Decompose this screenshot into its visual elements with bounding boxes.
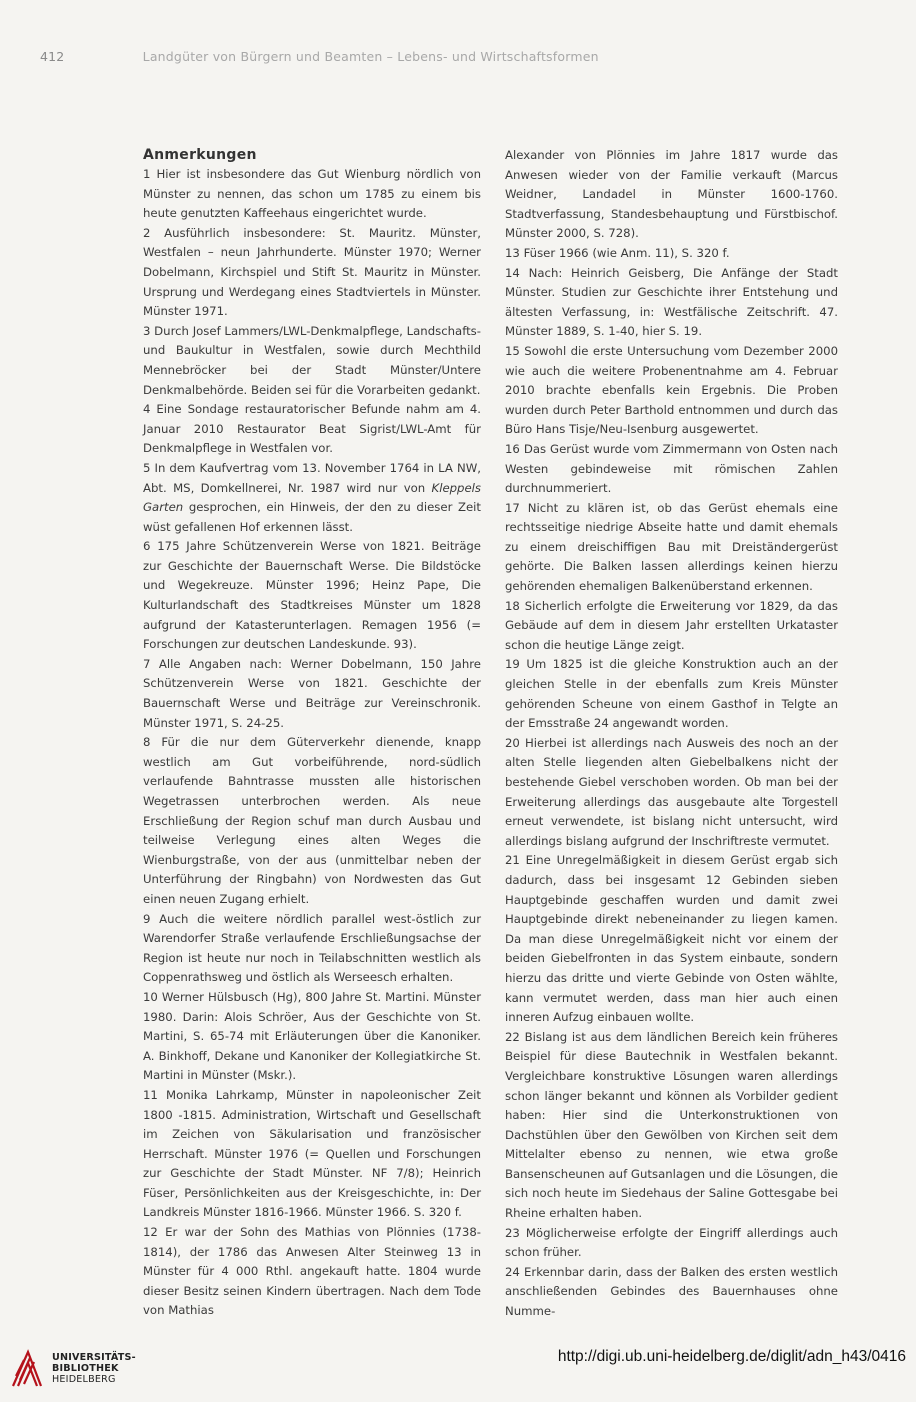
- page-footer: [0, 1338, 916, 1402]
- footnote: 7 Alle Angaben nach: Werner Dobelmann, 150 Jahre Schützenverein Werse von 1821. Geschichte der Bauernschaft Werse und Beiträge zur Vereinschronik. Münster 1971, S. 24-25.: [143, 656, 481, 730]
- footnote: 21 Eine Unregelmäßigkeit in diesem Gerüst ergab sich dadurch, dass bei insgesamt 12 Gebinden sieben Hauptgebinde geschaffen wurden und damit zwei Hauptgebinde direkt nebeneinander zu liegen kamen. Da man diese Unregelmäßigkeit nicht vor einem der beiden Giebelfronten in das System einbaute, sondern hierzu das dritte und vierte Gebinde von Osten wählte, kann vermutet werden, dass man hier auch einen inneren Aufzug einbauen wollte.: [505, 853, 838, 1025]
- footnote: Alexander von Plönnies im Jahre 1817 wurde das Anwesen wieder von der Familie verkauft (Marcus Weidner, Landadel in Münster 1600-1760. Stadtverfassung, Standesbehauptung und Fürstbischof. Münster 2000, S. 728).: [505, 148, 838, 241]
- notes-list-right: [505, 146, 838, 1322]
- footnote: 18 Sicherlich erfolgte die Erweiterung vor 1829, da das Gebäude auf dem in diesem Jahr erstellten Urkataster schon die heutige Länge zeigt.: [505, 598, 838, 652]
- footnote: 13 Füser 1966 (wie Anm. 11), S. 320 f.: [505, 245, 730, 260]
- footnote: 2 Ausführlich insbesondere: St. Mauritz. Münster, Westfalen – neun Jahrhunderte. Münster 1970; Werner Dobelmann, Kirchspiel und Stift St. Mauritz in Münster. Ursprung und Werdegang eines Stadtviertels in Münster. Münster 1971.: [143, 225, 481, 319]
- footnote: 10 Werner Hülsbusch (Hg), 800 Jahre St. Martini. Münster 1980. Darin: Alois Schröer, Aus der Geschichte von St. Martini, S. 65-74 mit Erläuterungen über die Kanoniker. A. Binkhoff, Dekane und Kanoniker der Kollegiatkirche St. Martini in Münster (Mskr.).: [143, 989, 481, 1083]
- library-name-line: UNIVERSITÄTS-: [52, 1352, 136, 1363]
- footnote: 5 In dem Kaufvertrag vom 13. November 1764 in LA NW, Abt. MS, Domkellnerei, Nr. 1987 wird nur von Kleppels Garten gesprochen, ein Hinweis, der den zu dieser Zeit wüst gefallenen Hof erkennen lässt.: [143, 460, 481, 534]
- running-title: Landgüter von Bürgern und Beamten – Lebens- und Wirtschaftsformen: [142, 49, 599, 64]
- notes-column-left: [143, 145, 481, 1321]
- footnote: 6 175 Jahre Schützenverein Werse von 1821. Beiträge zur Geschichte der Bauernschaft Werse. Die Bildstöcke und Wegekreuze. Münster 1996; Heinz Pape, Die Kulturlandschaft des Stadtkreises Münster um 1828 aufgrund der Katasterunterlagen. Remagen 1956 (= Forschungen zur deutschen Landeskunde. 93).: [143, 539, 481, 652]
- permalink-url[interactable]: http://digi.ub.uni-heidelberg.de/diglit/adn_h43/0416: [557, 1348, 906, 1365]
- library-name-line: HEIDELBERG: [52, 1374, 116, 1385]
- footnote: 8 Für die nur dem Güterverkehr dienende, knapp westlich am Gut vorbeiführende, nord-südlich verlaufende Bahntrasse mussten alle historischen Wegetrassen unterbrochen werden. Als neue Erschließung der Region schuf man durch Ausbau und teilweise Verlegung eines alten Weges die Wienburgstraße, von der aus (unmittelbar neben der Unterführung der Ringbahn) von Nordwesten das Gut einen neuen Zugang erhielt.: [143, 735, 481, 906]
- page-number: 412: [40, 49, 65, 64]
- footnote: 14 Nach: Heinrich Geisberg, Die Anfänge der Stadt Münster. Studien zur Geschichte ihrer Entstehung und ältesten Verfassung, in: Westfälische Zeitschrift. 47. Münster 1889, S. 1-40, hier S. 19.: [505, 265, 838, 339]
- footnote: 12 Er war der Sohn des Mathias von Plönnies (1738-1814), der 1786 das Anwesen Alter Steinweg 13 in Münster für 4 000 Rthl. angekauft hatte. 1804 wurde dieser Besitz seinen Kindern übertragen. Nach dem Tode von Mathias: [143, 1225, 481, 1318]
- footnote: 20 Hierbei ist allerdings nach Ausweis des noch an der alten Stelle liegenden alten Giebelbalkens nicht der bestehende Giebel verschoben worden. Ob man bei der Erweiterung allerdings das ausgebaute alte Torgestell erneut verwendete, ist bislang nicht untersucht, wird allerdings bislang aufgrund der Inschriftreste vermutet.: [505, 735, 838, 848]
- notes-list-left: [143, 165, 481, 1321]
- footnote: 15 Sowohl die erste Untersuchung vom Dezember 2000 wie auch die weitere Probenentnahme am 4. Februar 2010 brachte ebenfalls kein Ergebnis. Die Proben wurden durch Peter Barthold entnommen und durch das Büro Hans Tisje/Neu-Isenburg ausgewertet.: [505, 343, 838, 437]
- library-name-line: BIBLIOTHEK: [52, 1363, 119, 1374]
- footnote: 3 Durch Josef Lammers/LWL-Denkmalpflege, Landschafts- und Baukultur in Westfalen, sowie durch Mechthild Mennebröcker bei der Stadt Münster/Untere Denkmalbehörde. Beiden sei für die Vorarbeiten gedankt.: [143, 323, 481, 397]
- footnote: 19 Um 1825 ist die gleiche Konstruktion auch an der gleichen Stelle in der ebenfalls zum Kreis Münster gehörenden Scheune von einem Gasthof in Telgte an der Emsstraße 24 angewandt worden.: [505, 657, 838, 731]
- section-heading: Anmerkungen: [143, 147, 257, 163]
- footnote: 1 Hier ist insbesondere das Gut Wienburg nördlich von Münster zu nennen, das schon um 1785 zu einem bis heute genutzten Kaffeehaus eingerichtet wurde.: [143, 167, 481, 221]
- running-head: [40, 49, 876, 64]
- university-library-logo-icon: [10, 1346, 44, 1390]
- footnote: 23 Möglicherweise erfolgte der Eingriff allerdings auch schon früher.: [505, 1225, 838, 1260]
- footnote: 4 Eine Sondage restauratorischer Befunde nahm am 4. Januar 2010 Restaurator Beat Sigrist/LWL-Amt für Denkmalpflege in Westfalen vor.: [143, 402, 481, 456]
- footnote: 11 Monika Lahrkamp, Münster in napoleonischer Zeit 1800 -1815. Administration, Wirtschaft und Gesellschaft im Zeichen von Säkularisation und französischer Herrschaft. Münster 1976 (= Quellen und Forschungen zur Geschichte der Stadt Münster. NF 7/8); Heinrich Füser, Persönlichkeiten aus der Kreisgeschichte, in: Der Landkreis Münster 1816-1966. Münster 1966. S. 320 f.: [143, 1087, 481, 1220]
- footnote: 24 Erkennbar darin, dass der Balken des ersten westlich anschließenden Gebindes des Bauernhauses ohne Numme-: [505, 1264, 838, 1319]
- library-name: [52, 1352, 136, 1385]
- footnote: 22 Bislang ist aus dem ländlichen Bereich kein früheres Beispiel für diese Bautechnik in Westfalen bekannt. Vergleichbare konstruktive Lösungen waren allerdings schon länger bekannt und können als Vorbilder gedient haben: Hier sind die Unterkonstruktionen von Dachstühlen über den Gewölben von Kirchen seit dem Mittelalter ebenso zu nennen, wie etwa große Bansenscheunen auf Gutsanlagen und die Lösungen, die sich noch heute im Siedehaus der Saline Gottesgabe bei Rheine erhalten haben.: [505, 1029, 838, 1221]
- notes-column-right: [505, 146, 838, 1322]
- footnote: 17 Nicht zu klären ist, ob das Gerüst ehemals eine rechtsseitige niedrige Abseite hatte und damit ehemals zu einem dreischiffigen Bau mit Dreiständergerüst gehörte. Die Balken lassen allerdings keinen hierzu gehörenden ehemaligen Balkenüberstand erkennen.: [505, 500, 838, 594]
- footnote: 16 Das Gerüst wurde vom Zimmermann von Osten nach Westen gebindeweise mit römischen Zahlen durchnummeriert.: [505, 441, 838, 496]
- footnote: 9 Auch die weitere nördlich parallel west-östlich zur Warendorfer Straße verlaufende Erschließungsachse der Region ist heute nur noch in Teilabschnitten westlich als Coppenrathsweg und östlich als Werseesch erhalten.: [143, 911, 481, 985]
